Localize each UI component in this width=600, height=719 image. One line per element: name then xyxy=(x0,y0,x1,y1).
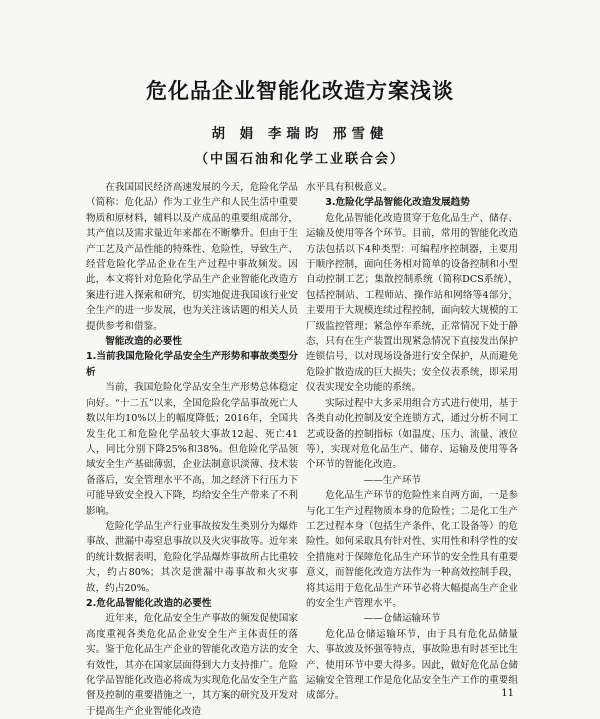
body-paragraph: 近年来，危化品安全生产事故的频发促使国家高度重视各类危化品企业安全生产主体责任的落实。鉴于危化品生产企业的智能化改造方法的安全有效性，其亦在国家层面得到大力支持推广。危险化学品智能化改造必将成为实现危化品安全生产监督及控制的重要措施之一，其方案的研究及开发对于提高生产企业智能化改造 xyxy=(86,613,298,717)
body-paragraph: 当前，我国危险化学品安全生产形势总体稳定向好。“十二五”以来，全国危险化学品事故死亡人数以年均10%以上的幅度降低；2016年，全国共发生化工和危险化学品较大事故12起、死亡41人，同比分别下降25%和38%。但危险化学品领域安全生产基础薄弱，企业法制意识淡薄、技术装备落后，安全管理水平不高，加之经济下行压力下可能导致安全投入下降，均给安全生产带来了不利影响。 xyxy=(86,382,298,517)
body-paragraph-continued: 水平具有积极意义。 xyxy=(306,182,393,193)
article-title: 危化品企业智能化改造方案浅谈 xyxy=(146,79,454,103)
intro-paragraph: 在我国国民经济高速发展的今天，危险化学品（简称：危化品）作为工业生产和人民生活中重要物质和原材料，辅料以及产成品的重要组成部分，其产值以及需求量近年来都在不断攀升。但由于生产工艺及产品性能的特殊性、危险性，导致生产、经营危险化学品企业在生产过程中事故频发。因此，本文将针对危险化学品生产企业智能化改造方案进行进入探索和研究，切实地促进我国该行业安全生产的进一步发展，也为关注该话题的相关人员提供参考和借鉴。 xyxy=(86,182,298,332)
left-column xyxy=(86,180,298,719)
body-paragraph: 实际过程中大多采用组合方式进行使用，基于各类自动化控制及安全连锁方式，通过分析不同工艺或设备的控制指标（如温度、压力、流量、液位等），实现对危化品生产、储存、运输及使用等各个环节的智能化改造。 xyxy=(306,397,518,471)
body-paragraph: 危险化学品生产行业事故按发生类别分为爆炸事故、泄漏中毒窒息事故以及火灾事故等。近年来的统计数据表明，危险化学品爆炸事故所占比重较大，约占80%；其次是泄漏中毒事故和火灾事故，约占20%。 xyxy=(86,520,298,594)
subsection-heading-3: 3.危险化学品智能化改造发展趋势 xyxy=(325,197,470,209)
right-column xyxy=(306,180,518,704)
subsection-heading-2: 2.危化品智能化改造的必要性 xyxy=(86,597,212,609)
body-paragraph: 危化品生产环节的危险性来自两方面，一是参与化工生产过程物质本身的危险性；二是化工生产工艺过程本身（包括生产条件、化工设备等）的危险性。如何采取具有针对性、实用性和科学性的安全措施对于保障危化品生产环节的安全性具有重要意义，而智能化改造方法作为一种高效控制手段，将其运用于危化品生产环节必将大幅提高生产企业的安全生产管理水平。 xyxy=(306,490,518,609)
authors: 胡 娟 李瑞昀 邢雪健 xyxy=(211,126,389,142)
affiliation: （中国石油和化学工业联合会） xyxy=(194,152,405,167)
sub-heading-storage: ——仓储运输环节 xyxy=(363,613,441,625)
body-paragraph: 危化品智能化改造贯穿于危化品生产、储存、运输及使用等各个环节。目前，常用的智能化改造方法包括以下4种类型：可编程序控制器，主要用于顺序控制，面向任务相对简单的设备控制和小型自动控制工艺；集散控制系统（简称DCS系统），包括控制站、工程师站、操作站和网络等4部分，主要用于大规模连续过程控制，面向较大规模的工厂级监控管理；紧急停车系统，正常情况下处于静态，只有在生产装置出现紧急情况下直接发出保护连锁信号，以对现场设备进行安全保护，从而避免危险扩散造成的巨大损失；安全仪表系统，即采用仪表实现安全功能的系统。 xyxy=(306,212,518,394)
subsection-heading-1: 1.当前我国危险化学品安全生产形势和事故类型分析 xyxy=(86,351,298,378)
sub-heading-production: ——生产环节 xyxy=(363,474,422,486)
body-paragraph: 危化品仓储运输环节，由于具有危化品储量大、事故波及怀强等特点，事故险患有时甚至比生产、使用环节中要大得多。因此，做好危化品仓储运输安全管理工作是危化品安全生产工作的重要组成部分。 xyxy=(306,628,518,702)
section-heading-necessity: 智能改造的必要性 xyxy=(105,336,182,348)
page-number: 11 xyxy=(501,688,514,699)
